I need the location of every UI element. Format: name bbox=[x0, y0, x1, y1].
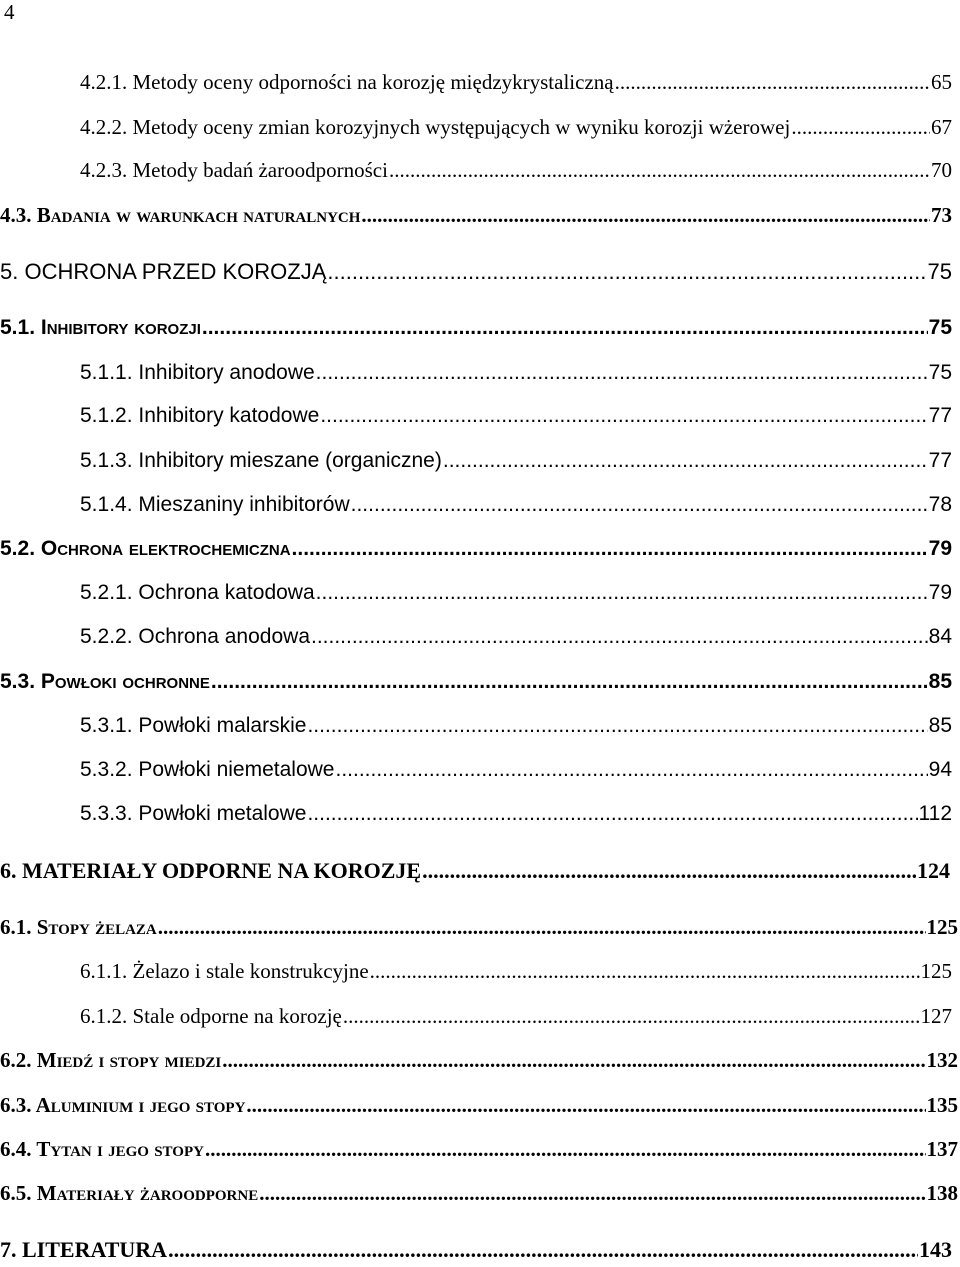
toc-entry-title: 5.1. Inhibitory korozji bbox=[0, 316, 201, 339]
toc-entry[interactable] bbox=[80, 361, 952, 391]
toc-leader-dots bbox=[246, 1093, 925, 1118]
toc-leader-dots bbox=[316, 361, 928, 385]
toc-entry-page: 79 bbox=[928, 537, 952, 560]
toc-entry-page: 85 bbox=[928, 714, 952, 737]
toc-entry-page: 124 bbox=[917, 858, 950, 883]
toc-entry-title: 5.1.4. Mieszaniny inhibitorów bbox=[80, 493, 350, 516]
toc-entry-page: 75 bbox=[928, 316, 952, 339]
toc-entry-page: 125 bbox=[920, 959, 952, 983]
toc-leader-dots bbox=[327, 259, 926, 285]
toc-leader-dots bbox=[259, 1181, 925, 1206]
toc-entry-title: 4.2.3. Metody badań żaroodporności bbox=[80, 158, 388, 182]
toc-entry[interactable] bbox=[0, 1093, 958, 1123]
toc-entry-title: 5.3.1. Powłoki malarskie bbox=[80, 714, 307, 737]
toc-leader-dots bbox=[615, 70, 930, 95]
toc-entry[interactable] bbox=[80, 70, 952, 100]
toc-entry-title: 6.2. Miedź i stopy miedzi bbox=[0, 1048, 222, 1072]
toc-entry-title: 6.1.2. Stale odporne na korozję bbox=[80, 1004, 342, 1028]
toc-entry[interactable] bbox=[80, 625, 952, 655]
toc-entry[interactable] bbox=[0, 670, 952, 700]
toc-entry-page: 94 bbox=[928, 758, 952, 781]
toc-entry-title: 5.2.1. Ochrona katodowa bbox=[80, 581, 315, 604]
toc-entry-title: 6.3. Aluminium i jego stopy bbox=[0, 1093, 246, 1117]
toc-entry[interactable] bbox=[80, 449, 952, 479]
toc-entry-title: 4.2.1. Metody oceny odporności na korozję międzykrystaliczną bbox=[80, 70, 614, 94]
toc-entry-page: 79 bbox=[928, 581, 952, 604]
toc-entry-page: 85 bbox=[928, 670, 952, 693]
toc-entry-page: 132 bbox=[926, 1048, 958, 1072]
toc-leader-dots bbox=[351, 493, 928, 517]
toc-entry-title: 5.3. Powłoki ochronne bbox=[0, 670, 210, 693]
toc-entry-page: 75 bbox=[928, 361, 952, 384]
toc-entry[interactable] bbox=[0, 259, 952, 289]
toc-entry-page: 65 bbox=[931, 70, 952, 94]
toc-entry[interactable] bbox=[80, 714, 952, 744]
toc-entry-page: 75 bbox=[927, 259, 952, 284]
toc-leader-dots bbox=[316, 581, 928, 605]
toc-entry-page: 127 bbox=[920, 1004, 952, 1028]
toc-entry[interactable] bbox=[0, 1048, 958, 1078]
toc-entry-title: 4.2.2. Metody oceny zmian korozyjnych występujących w wyniku korozji wżerowej bbox=[80, 115, 791, 139]
toc-entry[interactable] bbox=[80, 493, 952, 523]
toc-entry[interactable] bbox=[80, 404, 952, 434]
toc-entry-title: 4.3. Badania w warunkach naturalnych bbox=[0, 203, 361, 227]
toc-leader-dots bbox=[202, 316, 928, 340]
toc-entry-title: 6. MATERIAŁY ODPORNE NA KOROZJĘ bbox=[0, 858, 422, 883]
toc-entry-page: 125 bbox=[926, 915, 958, 939]
toc-entry[interactable] bbox=[0, 858, 950, 888]
toc-leader-dots bbox=[343, 1004, 920, 1029]
toc-entry-title: 5.1.3. Inhibitory mieszane (organiczne) bbox=[80, 449, 442, 472]
toc-entry-title: 5. OCHRONA PRZED KOROZJĄ bbox=[0, 259, 327, 284]
toc-leader-dots bbox=[158, 915, 926, 940]
toc-leader-dots bbox=[320, 404, 927, 428]
toc-entry[interactable] bbox=[0, 1181, 958, 1211]
toc-leader-dots bbox=[335, 758, 927, 782]
toc-entry[interactable] bbox=[80, 1004, 952, 1034]
toc-entry-title: 5.2. Ochrona elektrochemiczna bbox=[0, 537, 291, 560]
toc-entry[interactable] bbox=[0, 316, 952, 346]
toc-leader-dots bbox=[422, 858, 916, 884]
toc-entry-title: 5.1.2. Inhibitory katodowe bbox=[80, 404, 320, 427]
toc-entry-page: 78 bbox=[928, 493, 952, 516]
toc-entry-page: 77 bbox=[928, 404, 952, 427]
toc-entry[interactable] bbox=[80, 115, 952, 145]
toc-leader-dots bbox=[168, 1237, 918, 1263]
toc-entry-title: 6.4. Tytan i jego stopy bbox=[0, 1137, 204, 1161]
toc-leader-dots bbox=[370, 959, 920, 984]
toc-entry-title: 5.3.3. Powłoki metalowe bbox=[80, 802, 307, 825]
toc-entry-page: 67 bbox=[931, 115, 952, 139]
toc-entry-title: 6.1. Stopy żelaza bbox=[0, 915, 157, 939]
toc-entry[interactable] bbox=[80, 581, 952, 611]
toc-entry-page: 77 bbox=[928, 449, 952, 472]
toc-entry-title: 6.5. Materiały żaroodporne bbox=[0, 1181, 259, 1205]
toc-entry-title: 5.1.1. Inhibitory anodowe bbox=[80, 361, 315, 384]
toc-entry[interactable] bbox=[0, 1137, 958, 1167]
toc-entry-page: 137 bbox=[926, 1137, 958, 1161]
toc-leader-dots bbox=[389, 158, 930, 183]
toc-leader-dots bbox=[307, 714, 927, 738]
toc-entry[interactable] bbox=[80, 758, 952, 788]
toc-entry-page: 138 bbox=[926, 1181, 958, 1205]
toc-leader-dots bbox=[443, 449, 928, 473]
toc-entry-page: 143 bbox=[919, 1237, 952, 1262]
toc-leader-dots bbox=[311, 625, 928, 649]
toc-entry-title: 5.2.2. Ochrona anodowa bbox=[80, 625, 310, 648]
toc-leader-dots bbox=[292, 537, 928, 561]
toc-entry[interactable] bbox=[80, 802, 952, 832]
toc-leader-dots bbox=[211, 670, 928, 694]
toc-entry[interactable] bbox=[0, 915, 958, 945]
toc-leader-dots bbox=[205, 1137, 926, 1162]
toc-entry-page: 73 bbox=[931, 203, 952, 227]
toc-entry-page: 70 bbox=[931, 158, 952, 182]
toc-entry-title: 7. LITERATURA bbox=[0, 1237, 168, 1262]
toc-entry-page: 84 bbox=[928, 625, 952, 648]
toc-entry-page: 135 bbox=[926, 1093, 958, 1117]
toc-entry-title: 6.1.1. Żelazo i stale konstrukcyjne bbox=[80, 959, 369, 983]
toc-leader-dots bbox=[361, 203, 930, 228]
toc-leader-dots bbox=[307, 802, 917, 826]
toc-entry[interactable] bbox=[80, 158, 952, 188]
page-number: 4 bbox=[4, 0, 15, 24]
toc-entry[interactable] bbox=[0, 203, 952, 233]
toc-entry-title: 5.3.2. Powłoki niemetalowe bbox=[80, 758, 335, 781]
toc-entry[interactable] bbox=[80, 959, 952, 989]
toc-leader-dots bbox=[222, 1048, 925, 1073]
toc-entry[interactable] bbox=[0, 537, 952, 567]
toc-entry-page: 112 bbox=[918, 802, 952, 825]
toc-leader-dots bbox=[791, 115, 930, 140]
